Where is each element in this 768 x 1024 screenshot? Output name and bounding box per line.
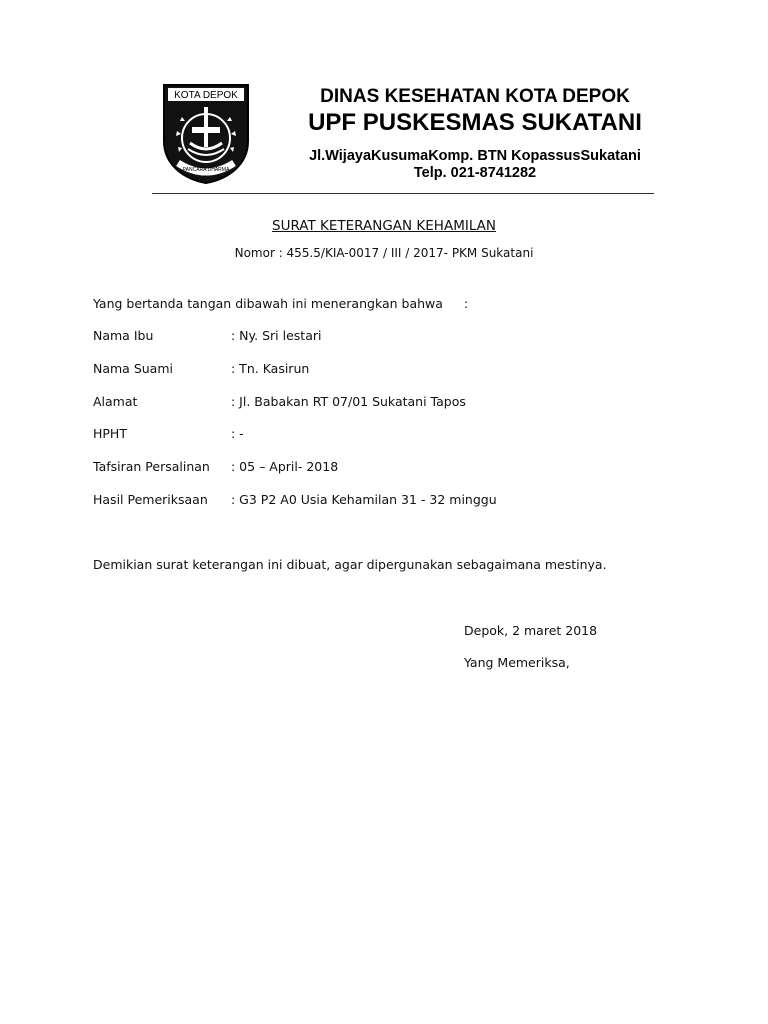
logo-text: KOTA DEPOK	[174, 90, 238, 101]
field-value-hpht: : -	[231, 426, 244, 441]
field-value-nama-ibu: : Ny. Sri lestari	[231, 328, 322, 343]
field-label-nama-ibu: Nama Ibu	[93, 328, 154, 343]
field-label-tafsiran-persalinan: Tafsiran Persalinan	[93, 459, 210, 474]
field-value-nama-suami: : Tn. Kasirun	[231, 361, 310, 376]
field-value-hasil-pemeriksaan: : G3 P2 A0 Usia Kehamilan 31 - 32 minggu	[231, 492, 497, 507]
intro-colon: :	[464, 296, 469, 311]
kota-depok-emblem	[162, 83, 250, 185]
letterhead-divider	[152, 193, 654, 194]
examiner-label: Yang Memeriksa,	[464, 655, 570, 670]
intro-text: Yang bertanda tangan dibawah ini menerangkan bahwa	[93, 296, 443, 311]
org-address: Jl.WijayaKusumaKomp. BTN KopassusSukatani	[309, 148, 641, 164]
document-number: Nomor : 455.5/KIA-0017 / III / 2017- PKM Sukatani	[234, 246, 534, 260]
logo-motto: PANCARA DHARMA	[182, 167, 230, 173]
field-label-hasil-pemeriksaan: Hasil Pemeriksaan	[93, 492, 208, 507]
field-label-nama-suami: Nama Suami	[93, 361, 173, 376]
org-name-line1: DINAS KESEHATAN KOTA DEPOK	[320, 86, 630, 107]
field-value-alamat: : Jl. Babakan RT 07/01 Sukatani Tapos	[231, 394, 466, 409]
org-phone: Telp. 021-8741282	[413, 165, 537, 181]
field-label-alamat: Alamat	[93, 394, 138, 409]
org-name-line2: UPF PUSKESMAS SUKATANI	[308, 109, 642, 136]
field-label-hpht: HPHT	[93, 426, 127, 441]
field-value-tafsiran-persalinan: : 05 – April- 2018	[231, 459, 339, 474]
place-date: Depok, 2 maret 2018	[464, 623, 598, 638]
closing-statement: Demikian surat keterangan ini dibuat, agar dipergunakan sebagaimana mestinya.	[93, 557, 607, 572]
document-title: SURAT KETERANGAN KEHAMILAN	[272, 218, 496, 234]
